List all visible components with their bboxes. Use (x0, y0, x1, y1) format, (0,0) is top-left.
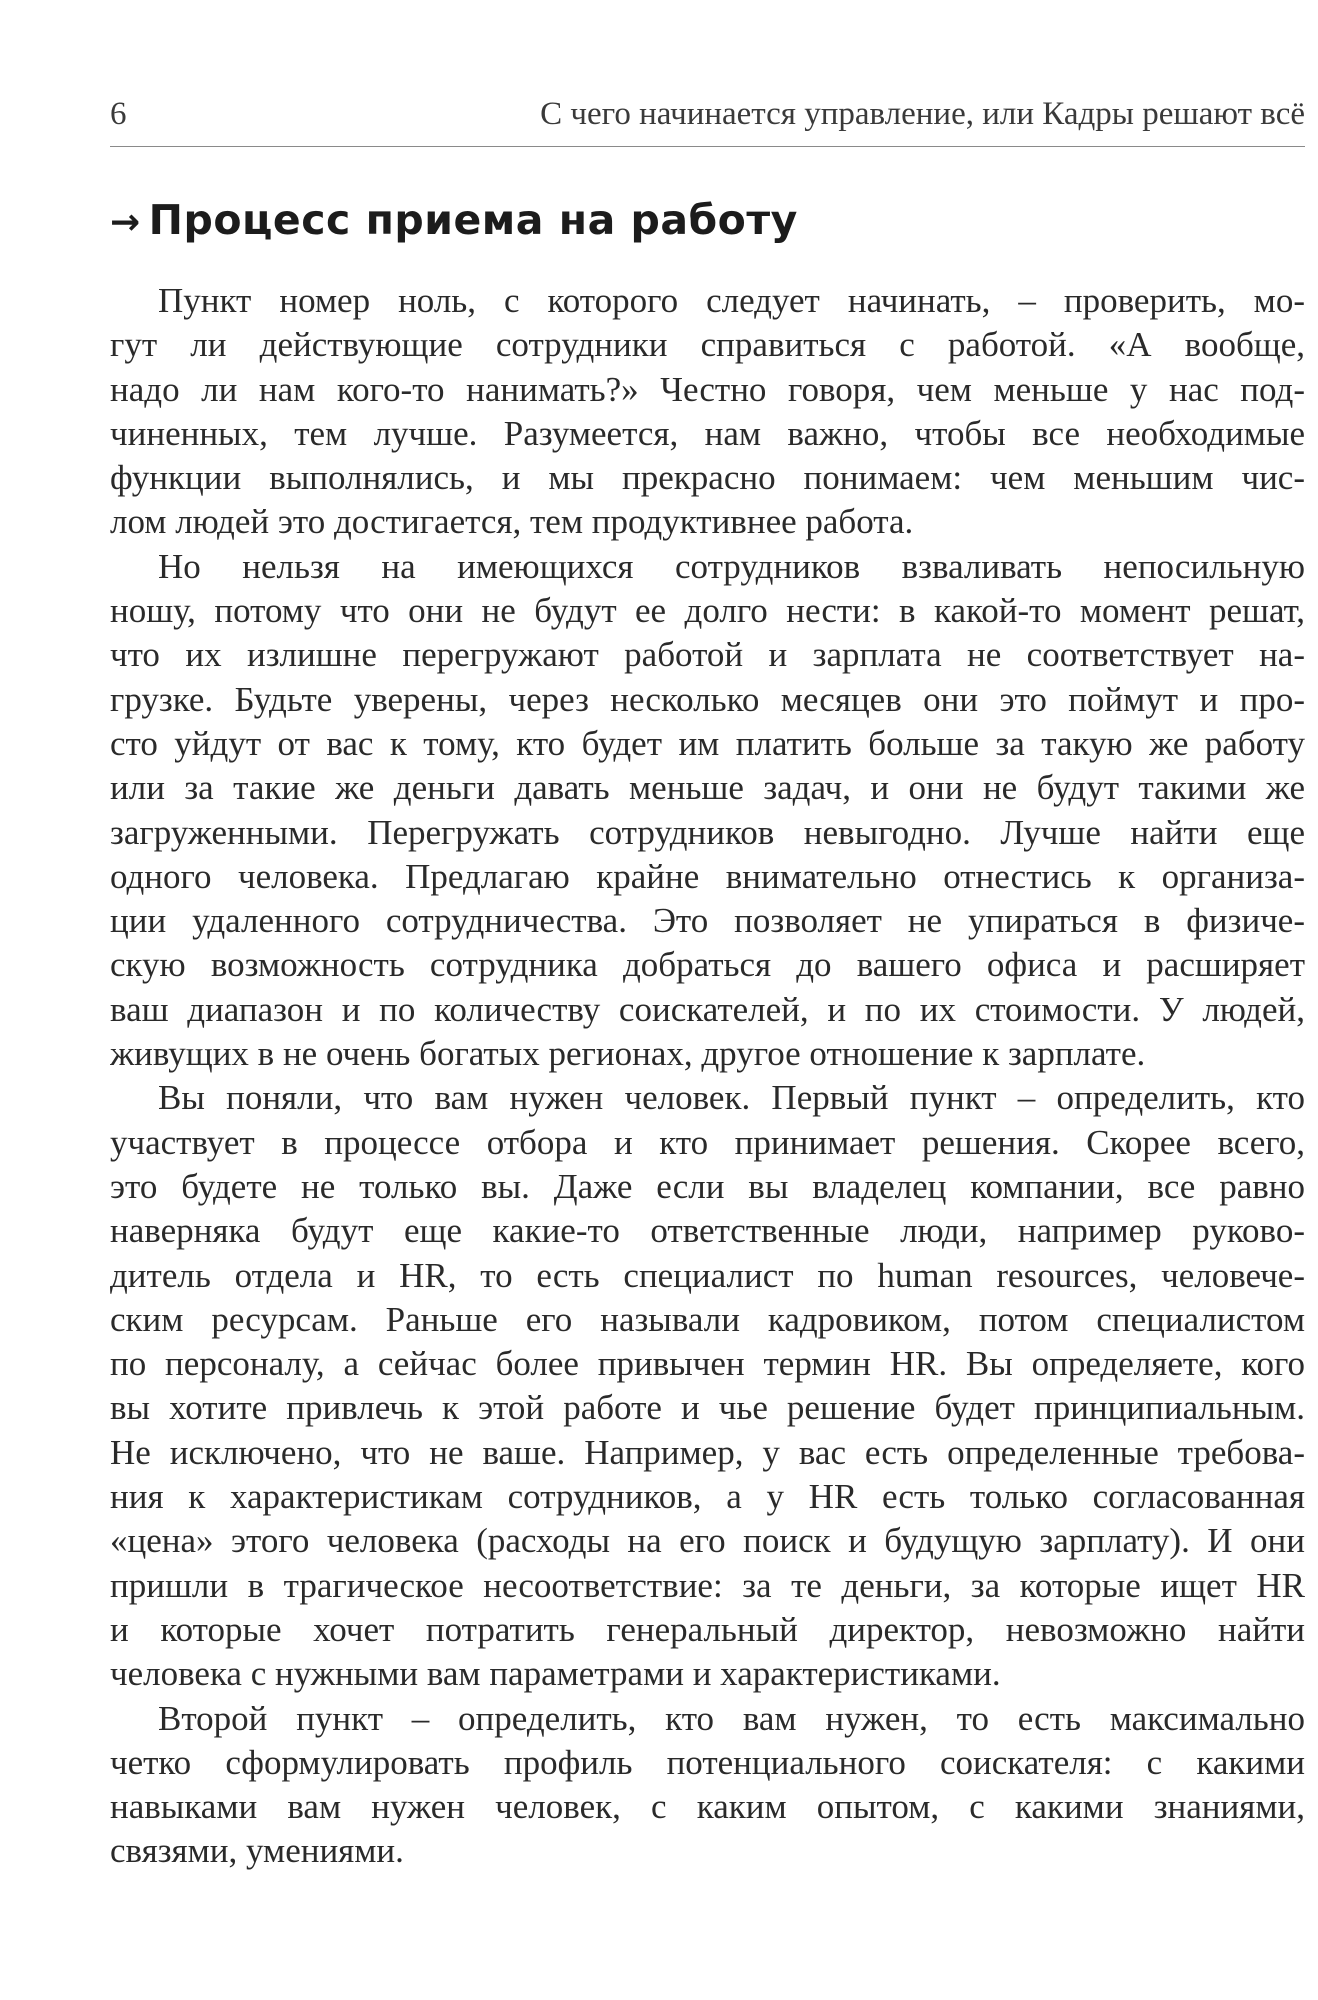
text-line: ским ресурсам. Раньше его называли кадровиком, потом специалистом (110, 1299, 1305, 1339)
text-line: одного человека. Предлагаю крайне внимательно отнестись к организа- (110, 856, 1305, 896)
paragraph (110, 1697, 1305, 1874)
text-line: навыками вам нужен человек, с каким опытом, с какими знаниями, (110, 1787, 1305, 1827)
text-line: человека с нужными вам параметрами и характеристиками. (110, 1654, 1001, 1694)
text-line: функции выполнялись, и мы прекрасно понимаем: чем меньшим чис- (110, 458, 1305, 498)
text-line: живущих в не очень богатых регионах, другое отношение к зарплате. (110, 1034, 1146, 1074)
text-line: Но нельзя на имеющихся сотрудников взваливать непосильную (158, 546, 1305, 586)
paragraph (110, 545, 1305, 1077)
text-line: Вы поняли, что вам нужен человек. Первый пункт – определить, кто (158, 1078, 1305, 1118)
header-rule (110, 146, 1305, 147)
text-line: Не исключено, что не ваше. Например, у вас есть определенные требова- (110, 1432, 1305, 1472)
paragraph (110, 279, 1305, 545)
text-line: чиненных, тем лучше. Разумеется, нам важно, чтобы все необходимые (110, 413, 1305, 453)
body-text (110, 279, 1305, 1874)
text-line: четко сформулировать профиль потенциального соискателя: с какими (110, 1742, 1305, 1782)
text-line: вы хотите привлечь к этой работе и чье решение будет принципиальным. (110, 1388, 1305, 1428)
text-line: или за такие же деньги давать меньше задач, и они не будут такими же (110, 768, 1305, 808)
text-line: ваш диапазон и по количеству соискателей, и по их стоимости. У людей, (110, 989, 1305, 1029)
text-line: что их излишне перегружают работой и зарплата не соответствует на- (110, 635, 1305, 675)
text-line: ношу, потому что они не будут ее долго нести: в какой-то момент решат, (110, 591, 1305, 631)
text-line: грузке. Будьте уверены, через несколько месяцев они это поймут и про- (110, 679, 1305, 719)
text-line: участвует в процессе отбора и кто принимает решения. Скорее всего, (110, 1122, 1305, 1162)
section-heading (110, 196, 1305, 244)
text-line: дитель отдела и HR, то есть специалист по human resources, человече- (110, 1255, 1305, 1295)
text-line: сто уйдут от вас к тому, кто будет им платить больше за такую же работу (110, 723, 1305, 763)
text-line: пришли в трагическое несоответствие: за те деньги, за которые ищет HR (110, 1565, 1305, 1605)
arrow-icon: → (110, 202, 141, 243)
text-line: загруженными. Перегружать сотрудников невыгодно. Лучше найти еще (110, 812, 1305, 852)
text-line: Второй пункт – определить, кто вам нужен, то есть максимально (158, 1698, 1305, 1738)
running-header (110, 96, 1305, 140)
text-line: ния к характеристикам сотрудников, а у HR есть только согласованная (110, 1477, 1305, 1517)
text-line: надо ли нам кого-то нанимать?» Честно говоря, чем меньше у нас под- (110, 369, 1305, 409)
section-title: Процесс приема на работу (148, 196, 798, 244)
text-line: ции удаленного сотрудничества. Это позволяет не упираться в физиче- (110, 901, 1305, 941)
text-line: скую возможность сотрудника добраться до вашего офиса и расширяет (110, 945, 1305, 985)
text-line: по персоналу, а сейчас более привычен термин HR. Вы определяете, кого (110, 1344, 1305, 1384)
text-line: лом людей это достигается, тем продуктивнее работа. (110, 502, 914, 542)
running-title: С чего начинается управление, или Кадры решают всё (540, 96, 1305, 132)
text-line: это будете не только вы. Даже если вы владелец компании, все равно (110, 1166, 1305, 1206)
page-number: 6 (110, 96, 127, 132)
text-line: и которые хочет потратить генеральный директор, невозможно найти (110, 1609, 1305, 1649)
text-line: гут ли действующие сотрудники справиться с работой. «А вообще, (110, 325, 1305, 365)
text-line: Пункт номер ноль, с которого следует начинать, – проверить, мо- (158, 281, 1305, 320)
text-line: наверняка будут еще какие-то ответственные люди, например руково- (110, 1211, 1305, 1251)
paragraph (110, 1076, 1305, 1696)
text-line: связями, умениями. (110, 1831, 404, 1871)
text-line: «цена» этого человека (расходы на его поиск и будущую зарплату). И они (110, 1521, 1305, 1561)
